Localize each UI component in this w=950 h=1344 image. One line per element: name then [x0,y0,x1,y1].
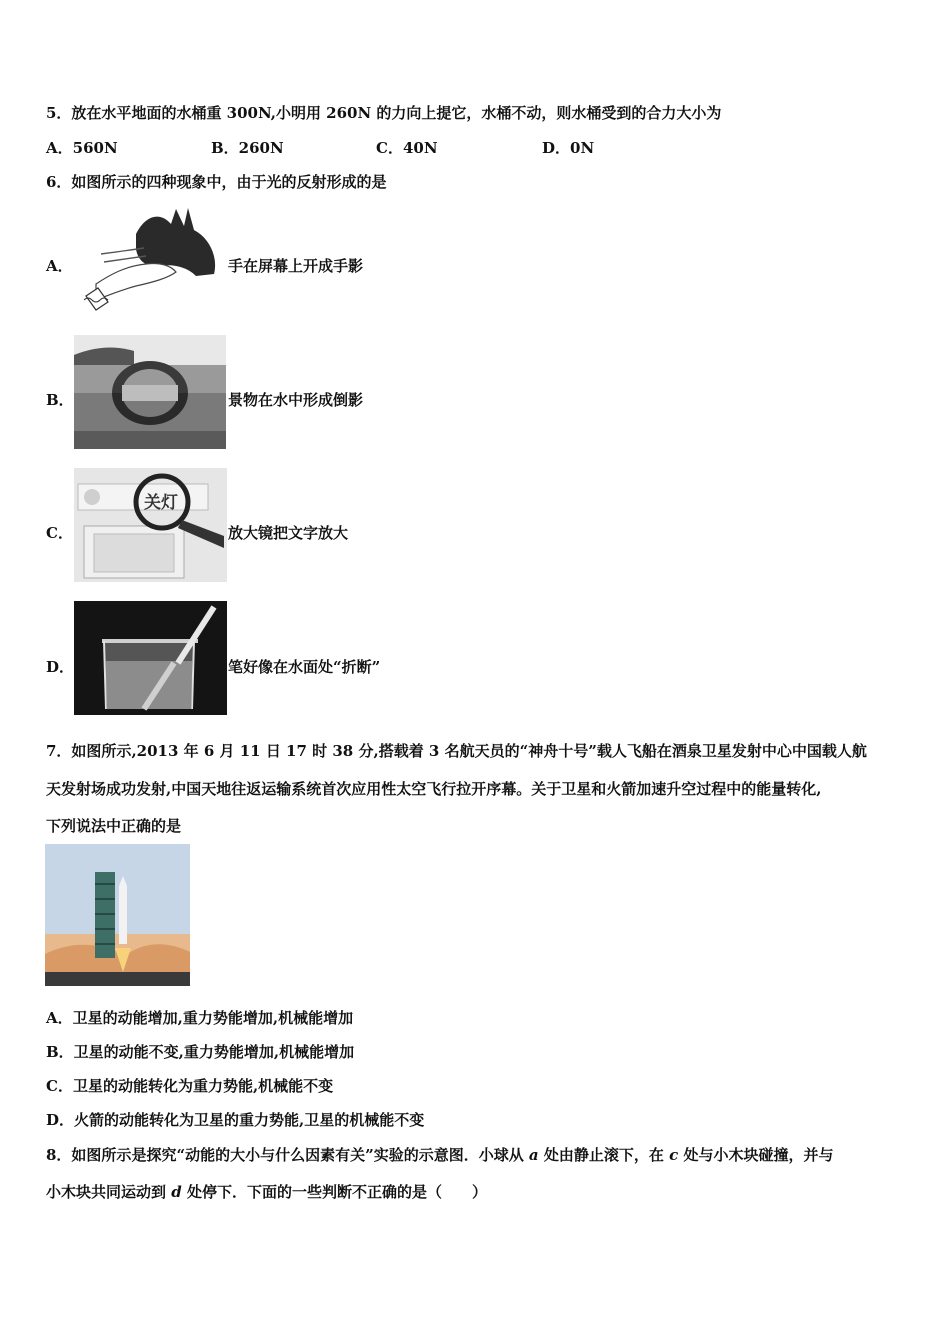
q7-stem-line2: 天发射场成功发射,中国天地往返运输系统首次应用性太空飞行拉开序幕。关于卫星和火箭加速升空过程中的能量转化, [46,780,822,798]
q6-option-b-letter: B． [46,391,74,409]
q8-stem-line2: 小木块共同运动到 d 处停下．下面的一些判断不正确的是（ ） [46,1183,487,1201]
q5-option-c: C．40N [376,139,438,157]
bridge-reflection-image [74,335,226,449]
q7-option-b: B．卫星的动能不变,重力势能增加,机械能增加 [46,1043,355,1061]
sign-text: 关灯 [144,493,178,513]
pencil-in-water-image [74,601,227,715]
q5-option-a: A．560N [46,139,118,157]
q6-stem: 6．如图所示的四种现象中，由于光的反射形成的是 [46,173,387,191]
q6-option-c-letter: C． [46,524,73,542]
q7-stem-line1: 7．如图所示,2013 年 6 月 11 日 17 时 38 分,搭载着 3 名航天员的“神舟十号”载人飞船在酒泉卫星发射中心中国载人航 [46,742,867,760]
magnifier-image [74,468,227,582]
hand-shadow-image [76,204,226,314]
q6-option-a-caption: 手在屏幕上开成手影 [228,257,364,275]
q8-stem-line1: 8．如图所示是探究“动能的大小与什么因素有关”实验的示意图．小球从 a 处由静止滚下，在 c 处与小木块碰撞，并与 [46,1146,834,1164]
q5-option-d: D．0N [542,139,595,157]
q6-option-a-letter: A． [46,257,73,275]
q6-option-d-letter: D． [46,658,75,676]
q6-option-c-caption: 放大镜把文字放大 [228,524,349,542]
q7-stem-line3: 下列说法中正确的是 [46,817,182,835]
rocket-launch-image [45,844,190,986]
q7-option-a: A．卫星的动能增加,重力势能增加,机械能增加 [46,1009,354,1027]
q5-option-b: B．260N [211,139,284,157]
q7-option-c: C．卫星的动能转化为重力势能,机械能不变 [46,1077,334,1095]
q6-option-b-caption: 景物在水中形成倒影 [228,391,364,409]
q6-option-d-caption: 笔好像在水面处“折断” [228,658,381,676]
q7-option-d: D．火箭的动能转化为卫星的重力势能,卫星的机械能不变 [46,1111,425,1129]
q5-stem: 5．放在水平地面的水桶重 300N,小明用 260N 的力向上提它，水桶不动，则水桶受到的合力大小为 [46,104,722,122]
